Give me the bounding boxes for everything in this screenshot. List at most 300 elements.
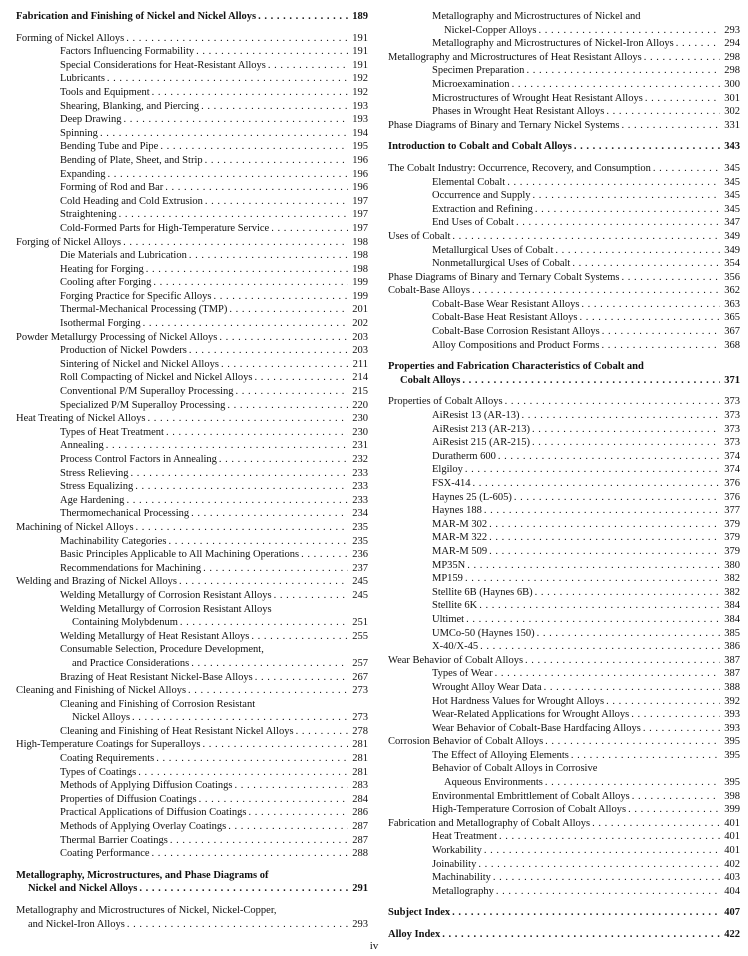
toc-subentry[interactable] [388, 37, 740, 51]
toc-subentry[interactable] [16, 603, 368, 617]
toc-subentry[interactable] [16, 657, 368, 671]
toc-entry-title: Subject Index [388, 907, 451, 919]
toc-subentry[interactable] [16, 847, 368, 861]
toc-entry-title: End Uses of Cobalt [432, 217, 514, 229]
toc-page-number: 189 [352, 11, 368, 22]
dot-leader [510, 78, 720, 92]
section-gap [388, 154, 740, 162]
toc-entry-title: Extraction and Refining [432, 203, 533, 215]
section-gap [388, 920, 740, 928]
toc-page-number: 251 [352, 617, 368, 629]
toc-subentry[interactable] [16, 834, 368, 848]
toc-subentry[interactable] [388, 24, 740, 38]
toc-subentry[interactable] [16, 399, 368, 413]
toc-entry-title: Metallography and Microstructures of Nickel and [432, 11, 641, 22]
dot-leader [217, 331, 348, 345]
toc-entry-title: Cobalt Alloys [400, 374, 461, 386]
dot-leader [487, 518, 720, 532]
toc-subentry[interactable] [388, 586, 740, 600]
toc-entry-title: and Practice Considerations [72, 657, 190, 669]
dot-leader [189, 507, 348, 521]
toc-subentry[interactable] [16, 725, 368, 739]
toc-subentry[interactable] [16, 72, 368, 86]
toc-entry-title: The Cobalt Industry: Occurrence, Recovery, and Consumption [388, 162, 651, 174]
toc-subentry[interactable] [388, 627, 740, 641]
toc-page-number: 286 [352, 807, 368, 819]
toc-subentry[interactable] [16, 344, 368, 358]
toc-subentry[interactable] [16, 494, 368, 508]
toc-article-entry[interactable] [16, 32, 368, 46]
toc-subentry[interactable] [16, 127, 368, 141]
toc-subentry[interactable] [16, 154, 368, 168]
toc-subentry[interactable] [388, 203, 740, 217]
toc-page-number: 398 [724, 790, 740, 802]
toc-page-number: 382 [724, 573, 740, 585]
toc-entry-title: X-40/X-45 [432, 641, 479, 653]
toc-subentry[interactable] [16, 589, 368, 603]
dot-leader [572, 140, 720, 154]
toc-subentry[interactable] [388, 105, 740, 119]
toc-entry-title: Conventional P/M Superalloy Processing [60, 386, 234, 398]
dot-leader [530, 436, 720, 450]
toc-subentry[interactable] [388, 518, 740, 532]
toc-entry-title: MP159 [432, 573, 463, 585]
toc-page-number: 281 [352, 766, 368, 778]
toc-page-number: 215 [352, 386, 368, 398]
toc-page-number: 399 [724, 804, 740, 816]
toc-page-number: 197 [352, 222, 368, 234]
toc-article-entry[interactable] [388, 271, 740, 285]
toc-article-entry[interactable] [388, 51, 740, 65]
toc-subentry[interactable] [388, 599, 740, 613]
toc-entry-title: Bending of Plate, Sheet, and Strip [60, 154, 203, 166]
toc-subentry[interactable] [16, 616, 368, 630]
toc-part-heading[interactable] [388, 360, 740, 374]
toc-subentry[interactable] [388, 749, 740, 763]
toc-entry-title: Spinning [60, 127, 98, 139]
toc-subentry[interactable] [388, 776, 740, 790]
dot-leader [463, 572, 720, 586]
toc-entry-title: Thermomechanical Processing [60, 508, 190, 520]
dot-leader [570, 257, 720, 271]
dot-leader [158, 140, 348, 154]
toc-page-number: 373 [724, 396, 740, 408]
toc-subentry[interactable] [388, 339, 740, 353]
toc-subentry[interactable] [16, 263, 368, 277]
toc-subentry[interactable] [16, 45, 368, 59]
toc-subentry[interactable] [16, 793, 368, 807]
toc-part-heading[interactable] [388, 140, 740, 154]
toc-part-heading[interactable] [16, 10, 368, 24]
toc-entry-title: Workability [432, 845, 482, 857]
toc-entry-title: Cobalt-Base Corrosion Resistant Alloys [432, 326, 600, 338]
toc-entry-title: Cold-Formed Parts for High-Temperature Service [60, 222, 270, 234]
toc-left-column [16, 10, 368, 931]
toc-subentry[interactable] [16, 918, 368, 932]
toc-entry-title: Duratherm 600 [432, 450, 496, 462]
toc-page-number: 196 [352, 168, 368, 180]
dot-leader [136, 766, 348, 780]
toc-entry-title: Basic Principles Applicable to All Machining Operations [60, 549, 300, 561]
toc-subentry[interactable] [16, 548, 368, 562]
toc-article-entry[interactable] [388, 284, 740, 298]
dot-leader [299, 548, 348, 562]
toc-page-number: 197 [352, 195, 368, 207]
toc-page-number: 235 [352, 535, 368, 547]
toc-subentry[interactable] [16, 181, 368, 195]
toc-article-entry[interactable] [388, 162, 740, 176]
dot-leader [478, 640, 720, 654]
toc-article-entry[interactable] [16, 904, 368, 918]
toc-entry-title: Phase Diagrams of Binary and Ternary Cobalt Systems [388, 271, 620, 283]
toc-entry-title: Thermal-Mechanical Processing (TMP) [60, 304, 228, 316]
toc-subentry[interactable] [16, 711, 368, 725]
toc-subentry[interactable] [388, 477, 740, 491]
toc-subentry[interactable] [16, 643, 368, 657]
toc-subentry[interactable] [388, 423, 740, 437]
toc-subentry[interactable] [388, 244, 740, 258]
toc-subentry[interactable] [16, 168, 368, 182]
dot-leader [163, 181, 348, 195]
toc-entry-title: Shearing, Blanking, and Piercing [60, 100, 200, 112]
dot-leader [253, 671, 348, 685]
toc-subentry[interactable] [16, 276, 368, 290]
dot-leader [272, 589, 348, 603]
dot-leader [217, 453, 348, 467]
toc-article-entry[interactable] [388, 735, 740, 749]
toc-subentry[interactable] [16, 779, 368, 793]
dot-leader [106, 168, 349, 182]
toc-article-entry[interactable] [16, 575, 368, 589]
toc-page-number: 287 [352, 834, 368, 846]
toc-subentry[interactable] [16, 426, 368, 440]
dot-leader [620, 271, 721, 285]
toc-subentry[interactable] [16, 358, 368, 372]
toc-page-number: 298 [724, 65, 740, 77]
dot-leader [141, 317, 348, 331]
dot-leader [514, 216, 720, 230]
toc-subentry[interactable] [16, 766, 368, 780]
toc-entry-title: Types of Wear [432, 668, 493, 680]
toc-article-entry[interactable] [388, 230, 740, 244]
toc-subentry[interactable] [388, 92, 740, 106]
toc-entry-title: Welding Metallurgy of Corrosion Resistant Alloys [60, 603, 272, 615]
toc-page-number: 384 [724, 600, 740, 612]
toc-subentry[interactable] [16, 195, 368, 209]
toc-subentry[interactable] [16, 86, 368, 100]
toc-page-number: 365 [724, 312, 740, 324]
dot-leader [465, 559, 720, 573]
toc-subentry[interactable] [388, 10, 740, 24]
dot-leader [187, 249, 348, 263]
dot-leader [533, 586, 720, 600]
toc-subentry[interactable] [388, 871, 740, 885]
toc-subentry[interactable] [16, 806, 368, 820]
toc-page-number: 291 [352, 883, 368, 895]
toc-entry-title: Hot Hardness Values for Wrought Alloys [432, 695, 605, 707]
toc-subentry[interactable] [16, 752, 368, 766]
toc-subentry[interactable] [16, 562, 368, 576]
dot-leader [164, 426, 348, 440]
toc-page-number: 376 [724, 491, 740, 503]
toc-subentry[interactable] [388, 531, 740, 545]
toc-page-number: 379 [724, 518, 740, 530]
toc-subentry[interactable] [388, 695, 740, 709]
dot-leader [533, 203, 720, 217]
toc-entry-title: Nickel Alloys [72, 712, 131, 724]
dot-leader [494, 885, 720, 899]
toc-subentry[interactable] [16, 630, 368, 644]
toc-page-number: 403 [724, 872, 740, 884]
toc-entry-title: Die Materials and Lubrication [60, 250, 187, 262]
toc-part-heading[interactable] [388, 906, 740, 920]
toc-entry-title: Heat Treatment [432, 831, 498, 843]
toc-page-number: 233 [352, 467, 368, 479]
toc-subentry[interactable] [388, 216, 740, 230]
dot-leader [150, 847, 348, 861]
toc-article-entry[interactable] [388, 654, 740, 668]
toc-entry-title: Stress Relieving [60, 467, 129, 479]
toc-entry-title: Coating Requirements [60, 753, 155, 765]
toc-page-number: 293 [352, 918, 368, 930]
toc-page-number: 267 [352, 671, 368, 683]
toc-entry-title: Powder Metallurgy Processing of Nickel Alloys [16, 331, 218, 343]
dot-leader [523, 654, 720, 668]
dot-leader [133, 480, 348, 494]
toc-page-number: 331 [724, 119, 740, 131]
dot-leader [227, 303, 348, 317]
toc-subentry[interactable] [388, 858, 740, 872]
toc-entry-title: Forging Practice for Specific Alloys [60, 290, 212, 302]
dot-leader [463, 463, 720, 477]
toc-subentry[interactable] [388, 450, 740, 464]
dot-leader [151, 276, 348, 290]
dot-leader [199, 100, 348, 114]
toc-subentry[interactable] [388, 298, 740, 312]
toc-part-heading[interactable] [16, 869, 368, 883]
toc-subentry[interactable] [388, 436, 740, 450]
toc-entry-title: Elgiloy [432, 464, 463, 476]
toc-subentry[interactable] [388, 830, 740, 844]
toc-subentry[interactable] [388, 64, 740, 78]
toc-article-entry[interactable] [388, 395, 740, 409]
dot-leader [201, 562, 348, 576]
toc-entry-title: Wear Behavior of Cobalt-Base Hardfacing Alloys [432, 722, 641, 734]
toc-subentry[interactable] [388, 667, 740, 681]
dot-leader [294, 725, 348, 739]
dot-leader [225, 399, 348, 413]
toc-page-number: 301 [724, 92, 740, 104]
toc-page-number: 193 [352, 100, 368, 112]
toc-page-number: 407 [724, 907, 740, 919]
toc-entry-title: Metallography, Microstructures, and Phase Diagrams of [16, 869, 269, 881]
dot-leader [168, 834, 348, 848]
dot-leader [536, 24, 720, 38]
toc-subentry[interactable] [388, 613, 740, 627]
toc-entry-title: Forging of Nickel Alloys [16, 236, 122, 248]
toc-subentry[interactable] [388, 311, 740, 325]
toc-subentry[interactable] [388, 491, 740, 505]
toc-subentry[interactable] [16, 59, 368, 73]
toc-article-entry[interactable] [16, 738, 368, 752]
toc-page-number: 387 [724, 668, 740, 680]
toc-page-number: 281 [352, 753, 368, 765]
toc-subentry[interactable] [16, 698, 368, 712]
toc-subentry[interactable] [16, 208, 368, 222]
toc-entry-title: Ultimet [432, 613, 465, 625]
toc-subentry[interactable] [388, 545, 740, 559]
dot-leader [493, 667, 720, 681]
toc-article-entry[interactable] [388, 119, 740, 133]
toc-subentry[interactable] [388, 325, 740, 339]
toc-page-number: 195 [352, 141, 368, 153]
dot-leader [569, 749, 720, 763]
toc-subentry[interactable] [16, 303, 368, 317]
toc-page-number: 343 [724, 141, 740, 153]
toc-entry-title: Metallography [432, 885, 494, 897]
toc-entry-title: Deep Drawing [60, 114, 122, 126]
toc-page-number: 191 [352, 32, 368, 44]
toc-page-number: 199 [352, 290, 368, 302]
dot-leader [194, 45, 348, 59]
toc-subentry[interactable] [388, 463, 740, 477]
toc-subentry[interactable] [388, 640, 740, 654]
toc-entry-title: Properties and Fabrication Characteristics of Cobalt and [388, 361, 644, 373]
toc-subentry[interactable] [388, 572, 740, 586]
toc-page-number: 202 [352, 318, 368, 330]
toc-subentry[interactable] [16, 385, 368, 399]
dot-leader [477, 599, 720, 613]
toc-article-entry[interactable] [388, 817, 740, 831]
toc-entry-title: Nickel-Copper Alloys [444, 24, 537, 36]
toc-subentry[interactable] [388, 885, 740, 899]
toc-subentry[interactable] [16, 671, 368, 685]
dot-leader [530, 423, 720, 437]
toc-article-entry[interactable] [16, 236, 368, 250]
toc-subentry[interactable] [16, 249, 368, 263]
toc-subentry[interactable] [388, 504, 740, 518]
toc-subentry[interactable] [388, 409, 740, 423]
toc-entry-title: Cleaning and Finishing of Corrosion Resistant [60, 698, 256, 710]
toc-subentry[interactable] [388, 790, 740, 804]
toc-subentry[interactable] [388, 189, 740, 203]
toc-page-number: 367 [724, 326, 740, 338]
dot-leader [129, 467, 348, 481]
toc-subentry[interactable] [16, 317, 368, 331]
toc-entry-title: Lubricants [60, 73, 105, 85]
toc-subentry[interactable] [16, 140, 368, 154]
toc-subentry[interactable] [388, 78, 740, 92]
toc-subentry[interactable] [16, 290, 368, 304]
toc-article-entry[interactable] [16, 412, 368, 426]
dot-leader [470, 284, 720, 298]
dot-leader [256, 10, 348, 24]
toc-subentry[interactable] [388, 257, 740, 271]
dot-leader [599, 339, 720, 353]
toc-entry-title: Stellite 6K [432, 600, 478, 612]
toc-subentry[interactable] [388, 176, 740, 190]
toc-subentry[interactable] [388, 722, 740, 736]
toc-entry-title: Uses of Cobalt [388, 230, 451, 242]
toc-page-number: 255 [352, 630, 368, 642]
toc-entry-title: Tools and Equipment [60, 86, 150, 98]
toc-page-number: 196 [352, 182, 368, 194]
page-number: iv [369, 940, 379, 952]
toc-entry-title: Forming of Rod and Bar [60, 182, 164, 194]
toc-part-heading[interactable] [16, 882, 368, 896]
toc-page-number: 373 [724, 423, 740, 435]
toc-entry-title: Wear Behavior of Cobalt Alloys [388, 654, 524, 666]
dot-leader [643, 92, 720, 106]
toc-page-number: 371 [724, 374, 740, 386]
toc-entry-title: Metallurgical Uses of Cobalt [432, 244, 554, 256]
toc-subentry[interactable] [388, 844, 740, 858]
toc-subentry[interactable] [16, 507, 368, 521]
toc-subentry[interactable] [16, 480, 368, 494]
toc-page-number: 236 [352, 549, 368, 561]
dot-leader [641, 722, 720, 736]
toc-subentry[interactable] [16, 453, 368, 467]
toc-page-number: 300 [724, 78, 740, 90]
toc-subentry[interactable] [388, 708, 740, 722]
toc-subentry[interactable] [388, 559, 740, 573]
toc-page-number: 230 [352, 413, 368, 425]
toc-entry-title: Joinability [432, 858, 477, 870]
toc-subentry[interactable] [16, 820, 368, 834]
toc-subentry[interactable] [16, 100, 368, 114]
dot-leader [144, 263, 348, 277]
toc-subentry[interactable] [16, 371, 368, 385]
dot-leader [535, 627, 720, 641]
toc-subentry[interactable] [388, 681, 740, 695]
dot-leader [487, 531, 720, 545]
toc-entry-title: Thermal Barrier Coatings [60, 834, 168, 846]
toc-page-number: 293 [724, 24, 740, 36]
toc-article-entry[interactable] [16, 684, 368, 698]
toc-subentry[interactable] [388, 803, 740, 817]
section-gap [388, 387, 740, 395]
toc-entry-title: MP35N [432, 559, 466, 571]
toc-part-heading[interactable] [388, 374, 740, 388]
toc-article-entry[interactable] [16, 331, 368, 345]
toc-subentry[interactable] [16, 439, 368, 453]
toc-entry-title: Specimen Preparation [432, 65, 525, 77]
toc-subentry[interactable] [16, 113, 368, 127]
toc-article-entry[interactable] [16, 521, 368, 535]
dot-leader [187, 344, 348, 358]
toc-entry-title: MAR-M 322 [432, 532, 488, 544]
toc-page-number: 387 [724, 654, 740, 666]
toc-entry-title: Nickel and Nickel Alloys [28, 883, 138, 895]
toc-page-number: 211 [352, 358, 368, 370]
toc-subentry[interactable] [16, 535, 368, 549]
toc-entry-title: Expanding [60, 168, 106, 180]
toc-subentry[interactable] [388, 762, 740, 776]
toc-entry-title: Forming of Nickel Alloys [16, 32, 125, 44]
toc-entry-title: Fabrication and Finishing of Nickel and Nickel Alloys [16, 11, 257, 22]
toc-subentry[interactable] [16, 222, 368, 236]
dot-leader [125, 918, 348, 932]
toc-page-number: 395 [724, 777, 740, 789]
dot-leader [154, 752, 348, 766]
dot-leader [503, 395, 720, 409]
toc-entry-title: Sintering of Nickel and Nickel Alloys [60, 358, 219, 370]
dot-leader [626, 803, 720, 817]
toc-page-number: 232 [352, 454, 368, 465]
dot-leader [146, 412, 349, 426]
toc-subentry[interactable] [16, 467, 368, 481]
dot-leader [134, 521, 348, 535]
